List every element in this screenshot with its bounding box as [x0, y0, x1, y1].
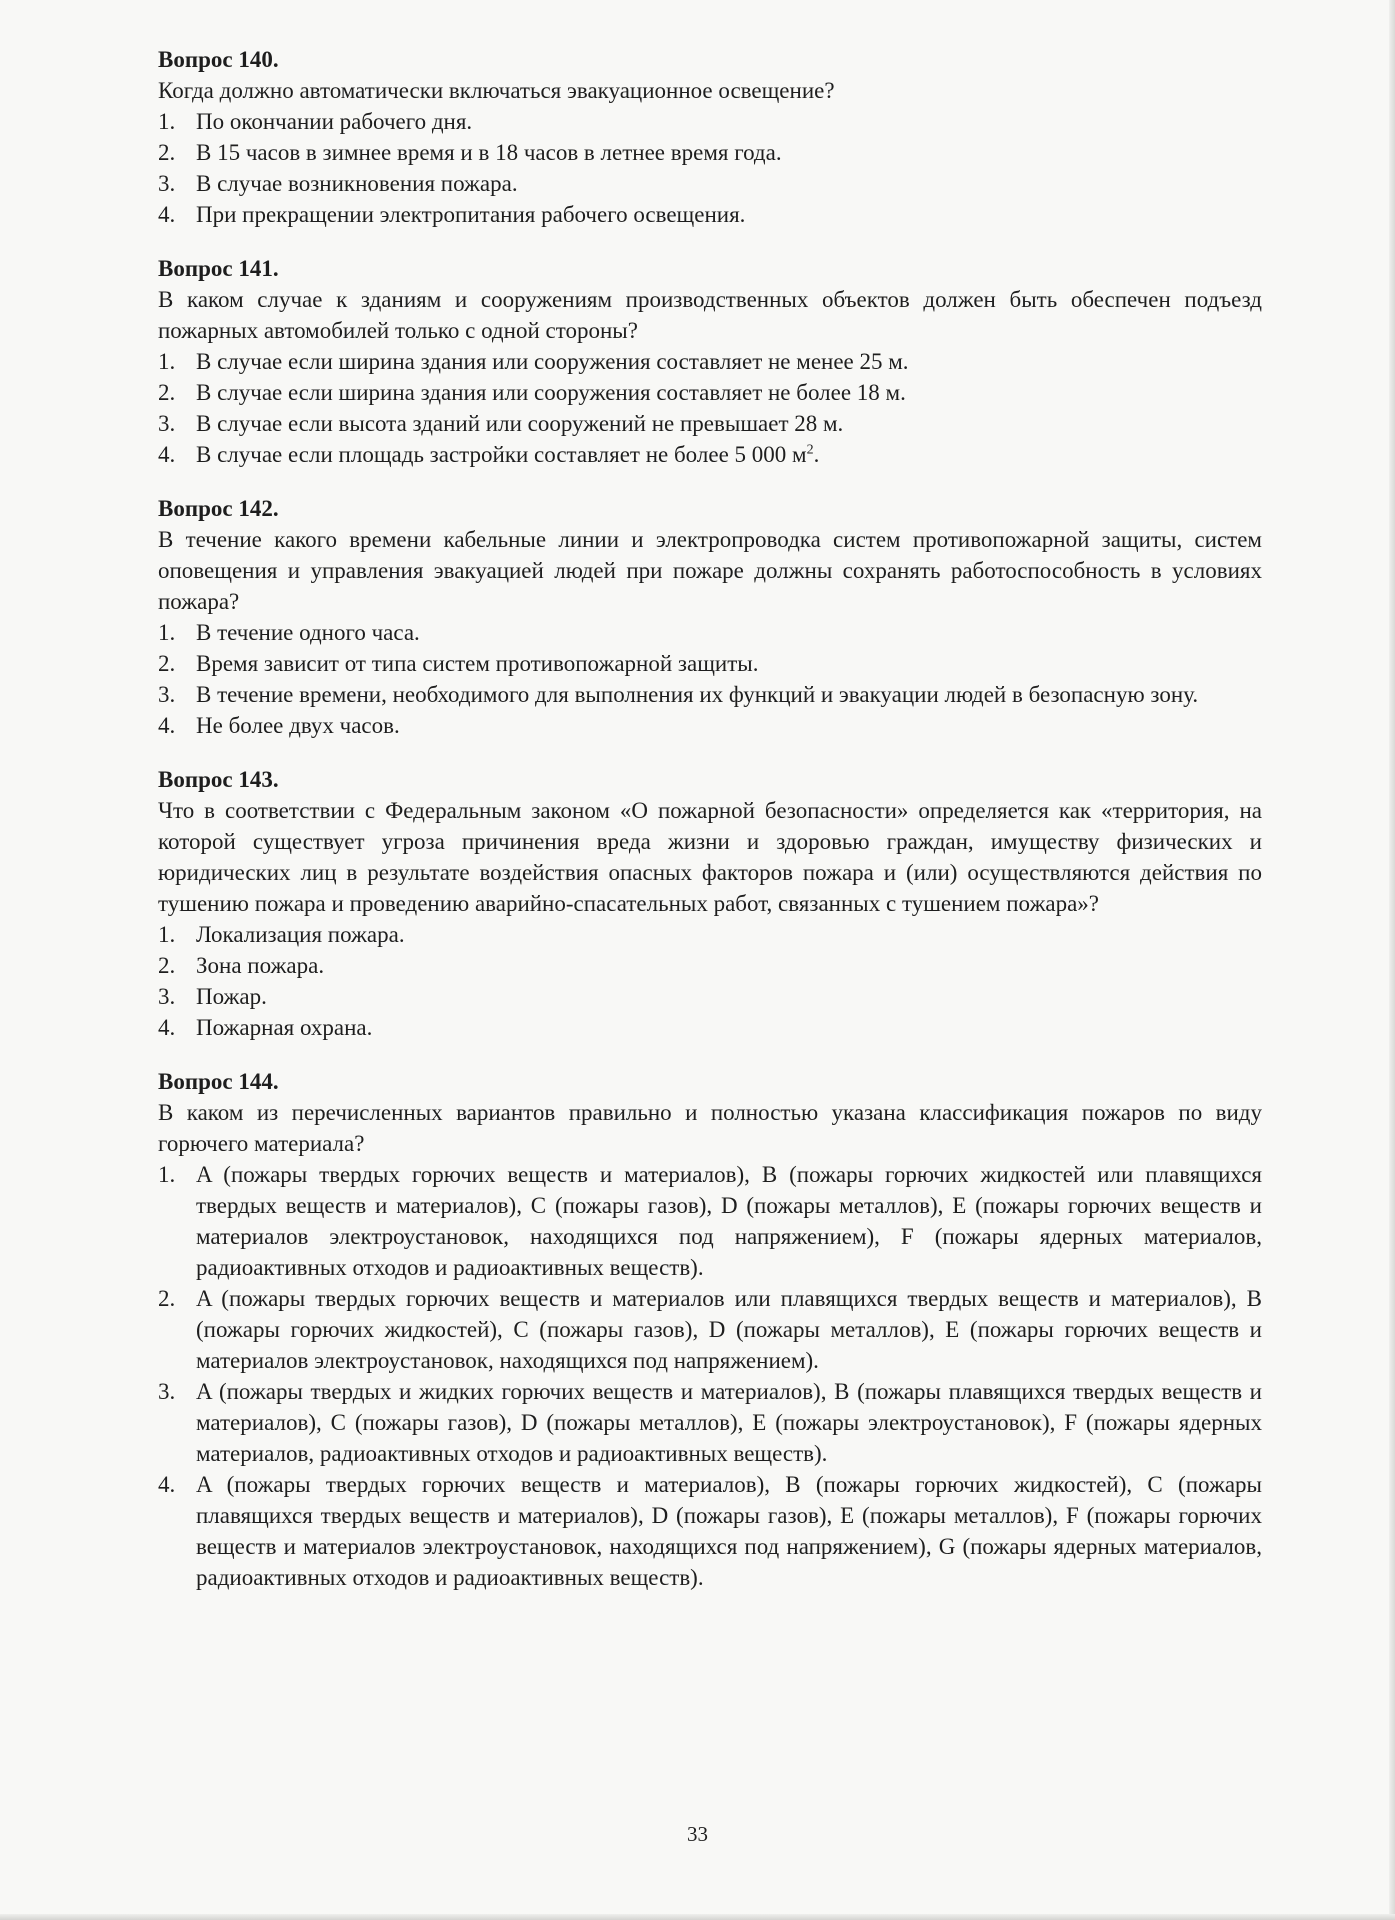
- answer-option: [158, 168, 1262, 199]
- question-title: Вопрос 142.: [158, 496, 279, 521]
- answer-option: [158, 981, 1262, 1012]
- answer-number: 3.: [158, 984, 176, 1009]
- answer-text: Не более двух часов.: [196, 713, 400, 738]
- question-144: [158, 1066, 1262, 1593]
- answer-text: В случае возникновения пожара.: [196, 171, 518, 196]
- answer-text: A (пожары твердых горючих веществ и материалов), B (пожары горючих жидкостей или плавящихся твердых веществ и материалов), C (пожары газов), D (пожары металлов), E (пожары горючих веществ и материалов электроустановок, находящихся под напряжением), F (пожары ядерных материалов, радиоактивных отходов и радиоактивных веществ).: [196, 1162, 1262, 1280]
- answer-option: [158, 377, 1262, 408]
- answer-number: 2.: [158, 140, 176, 165]
- answer-text: Пожар.: [196, 984, 267, 1009]
- answer-text: В течение времени, необходимого для выполнения их функций и эвакуации людей в безопасную зону.: [196, 682, 1199, 707]
- answer-text: A (пожары твердых горючих веществ и материалов), B (пожары горючих жидкостей), C (пожары плавящихся твердых веществ и материалов), D (пожары газов), E (пожары металлов), F (пожары горючих веществ и материалов электроустановок, находящихся под напряжением), G (пожары ядерных материалов, радиоактивных отходов и радиоактивных веществ).: [196, 1472, 1262, 1590]
- answer-option: [158, 617, 1262, 648]
- question-141: [158, 253, 1262, 470]
- answer-text: В случае если площадь застройки составляет не более 5 000 м: [196, 442, 807, 467]
- answer-option: [158, 919, 1262, 950]
- answer-text: При прекращении электропитания рабочего освещения.: [196, 202, 746, 227]
- answer-text: Пожарная охрана.: [196, 1015, 373, 1040]
- question-text: В течение какого времени кабельные линии и электропроводка систем противопожарной защиты, систем оповещения и управления эвакуацией людей при пожаре должны сохранять работоспособность в условиях пожара?: [158, 527, 1262, 614]
- answer-text: Зона пожара.: [196, 953, 325, 978]
- answer-option: [158, 199, 1262, 230]
- answer-number: 1.: [158, 1162, 176, 1187]
- answer-text: В 15 часов в зимнее время и в 18 часов в летнее время года.: [196, 140, 782, 165]
- question-text: Что в соответствии с Федеральным законом «О пожарной безопасности» определяется как «территория, на которой существует угроза причинения вреда жизни и здоровью граждан, имуществу физических и юридических лиц в результате воздействия опасных факторов пожара и (или) осуществляются действия по тушению пожара и проведению аварийно-спасательных работ, связанных с тушением пожара»?: [158, 798, 1262, 916]
- question-title: Вопрос 140.: [158, 47, 279, 72]
- answer-number: 2.: [158, 651, 176, 676]
- answer-number: 4.: [158, 713, 176, 738]
- answer-option: [158, 710, 1262, 741]
- question-143: [158, 764, 1262, 1043]
- answer-option: [158, 1469, 1262, 1593]
- answer-number: 4.: [158, 1015, 176, 1040]
- answer-option: [158, 1159, 1262, 1283]
- answer-option: [158, 137, 1262, 168]
- answer-number: 4.: [158, 442, 176, 467]
- answer-number: 3.: [158, 171, 176, 196]
- answer-number: 1.: [158, 922, 176, 947]
- question-142: [158, 493, 1262, 741]
- answer-number: 3.: [158, 682, 176, 707]
- answer-option: [158, 346, 1262, 377]
- answer-option: [158, 679, 1262, 710]
- answer-list: [158, 617, 1262, 741]
- answer-list: [158, 106, 1262, 230]
- answer-number: 2.: [158, 1286, 176, 1311]
- question-140: [158, 44, 1262, 230]
- answer-number: 1.: [158, 349, 176, 374]
- scan-edge-bottom: [0, 1914, 1395, 1920]
- scan-edge-right: [1389, 0, 1395, 1920]
- answer-number: 3.: [158, 1379, 176, 1404]
- question-text: Когда должно автоматически включаться эвакуационное освещение?: [158, 78, 835, 103]
- answer-text: Локализация пожара.: [196, 922, 405, 947]
- answer-number: 4.: [158, 1472, 176, 1497]
- question-title: Вопрос 143.: [158, 767, 279, 792]
- answer-list: [158, 1159, 1262, 1593]
- answer-text: Время зависит от типа систем противопожарной защиты.: [196, 651, 759, 676]
- answer-option: [158, 1012, 1262, 1043]
- answer-tail: .: [813, 442, 820, 467]
- answer-list: [158, 346, 1262, 470]
- answer-number: 2.: [158, 380, 176, 405]
- answer-number: 1.: [158, 109, 176, 134]
- answer-option: [158, 1283, 1262, 1376]
- answer-number: 3.: [158, 411, 176, 436]
- answer-option: [158, 950, 1262, 981]
- answer-number: 1.: [158, 620, 176, 645]
- answer-option: [158, 408, 1262, 439]
- page-content: [158, 44, 1262, 1616]
- question-text: В каком из перечисленных вариантов правильно и полностью указана классификация пожаров по виду горючего материала?: [158, 1100, 1262, 1156]
- question-text: В каком случае к зданиям и сооружениям производственных объектов должен быть обеспечен подъезд пожарных автомобилей только с одной стороны?: [158, 287, 1262, 343]
- answer-text: В течение одного часа.: [196, 620, 420, 645]
- answer-option: [158, 106, 1262, 137]
- question-title: Вопрос 144.: [158, 1069, 279, 1094]
- answer-text: В случае если ширина здания или сооружения составляет не более 18 м.: [196, 380, 906, 405]
- answer-text: В случае если высота зданий или сооружений не превышает 28 м.: [196, 411, 844, 436]
- superscript: 2: [806, 442, 814, 458]
- answer-option: [158, 1376, 1262, 1469]
- answer-option: [158, 648, 1262, 679]
- answer-list: [158, 919, 1262, 1043]
- answer-option: [158, 439, 1262, 470]
- answer-text: По окончании рабочего дня.: [196, 109, 473, 134]
- page-number: 33: [687, 1822, 708, 1846]
- answer-number: 2.: [158, 953, 176, 978]
- answer-text: В случае если ширина здания или сооружения составляет не менее 25 м.: [196, 349, 909, 374]
- question-title: Вопрос 141.: [158, 256, 279, 281]
- answer-number: 4.: [158, 202, 176, 227]
- answer-text: A (пожары твердых и жидких горючих веществ и материалов), B (пожары плавящихся твердых веществ и материалов), C (пожары газов), D (пожары металлов), E (пожары электроустановок), F (пожары ядерных материалов, радиоактивных отходов и радиоактивных веществ).: [196, 1379, 1262, 1466]
- answer-text: A (пожары твердых горючих веществ и материалов или плавящихся твердых веществ и материалов), B (пожары горючих жидкостей), C (пожары газов), D (пожары металлов), E (пожары горючих веществ и материалов электроустановок, находящихся под напряжением).: [196, 1286, 1262, 1373]
